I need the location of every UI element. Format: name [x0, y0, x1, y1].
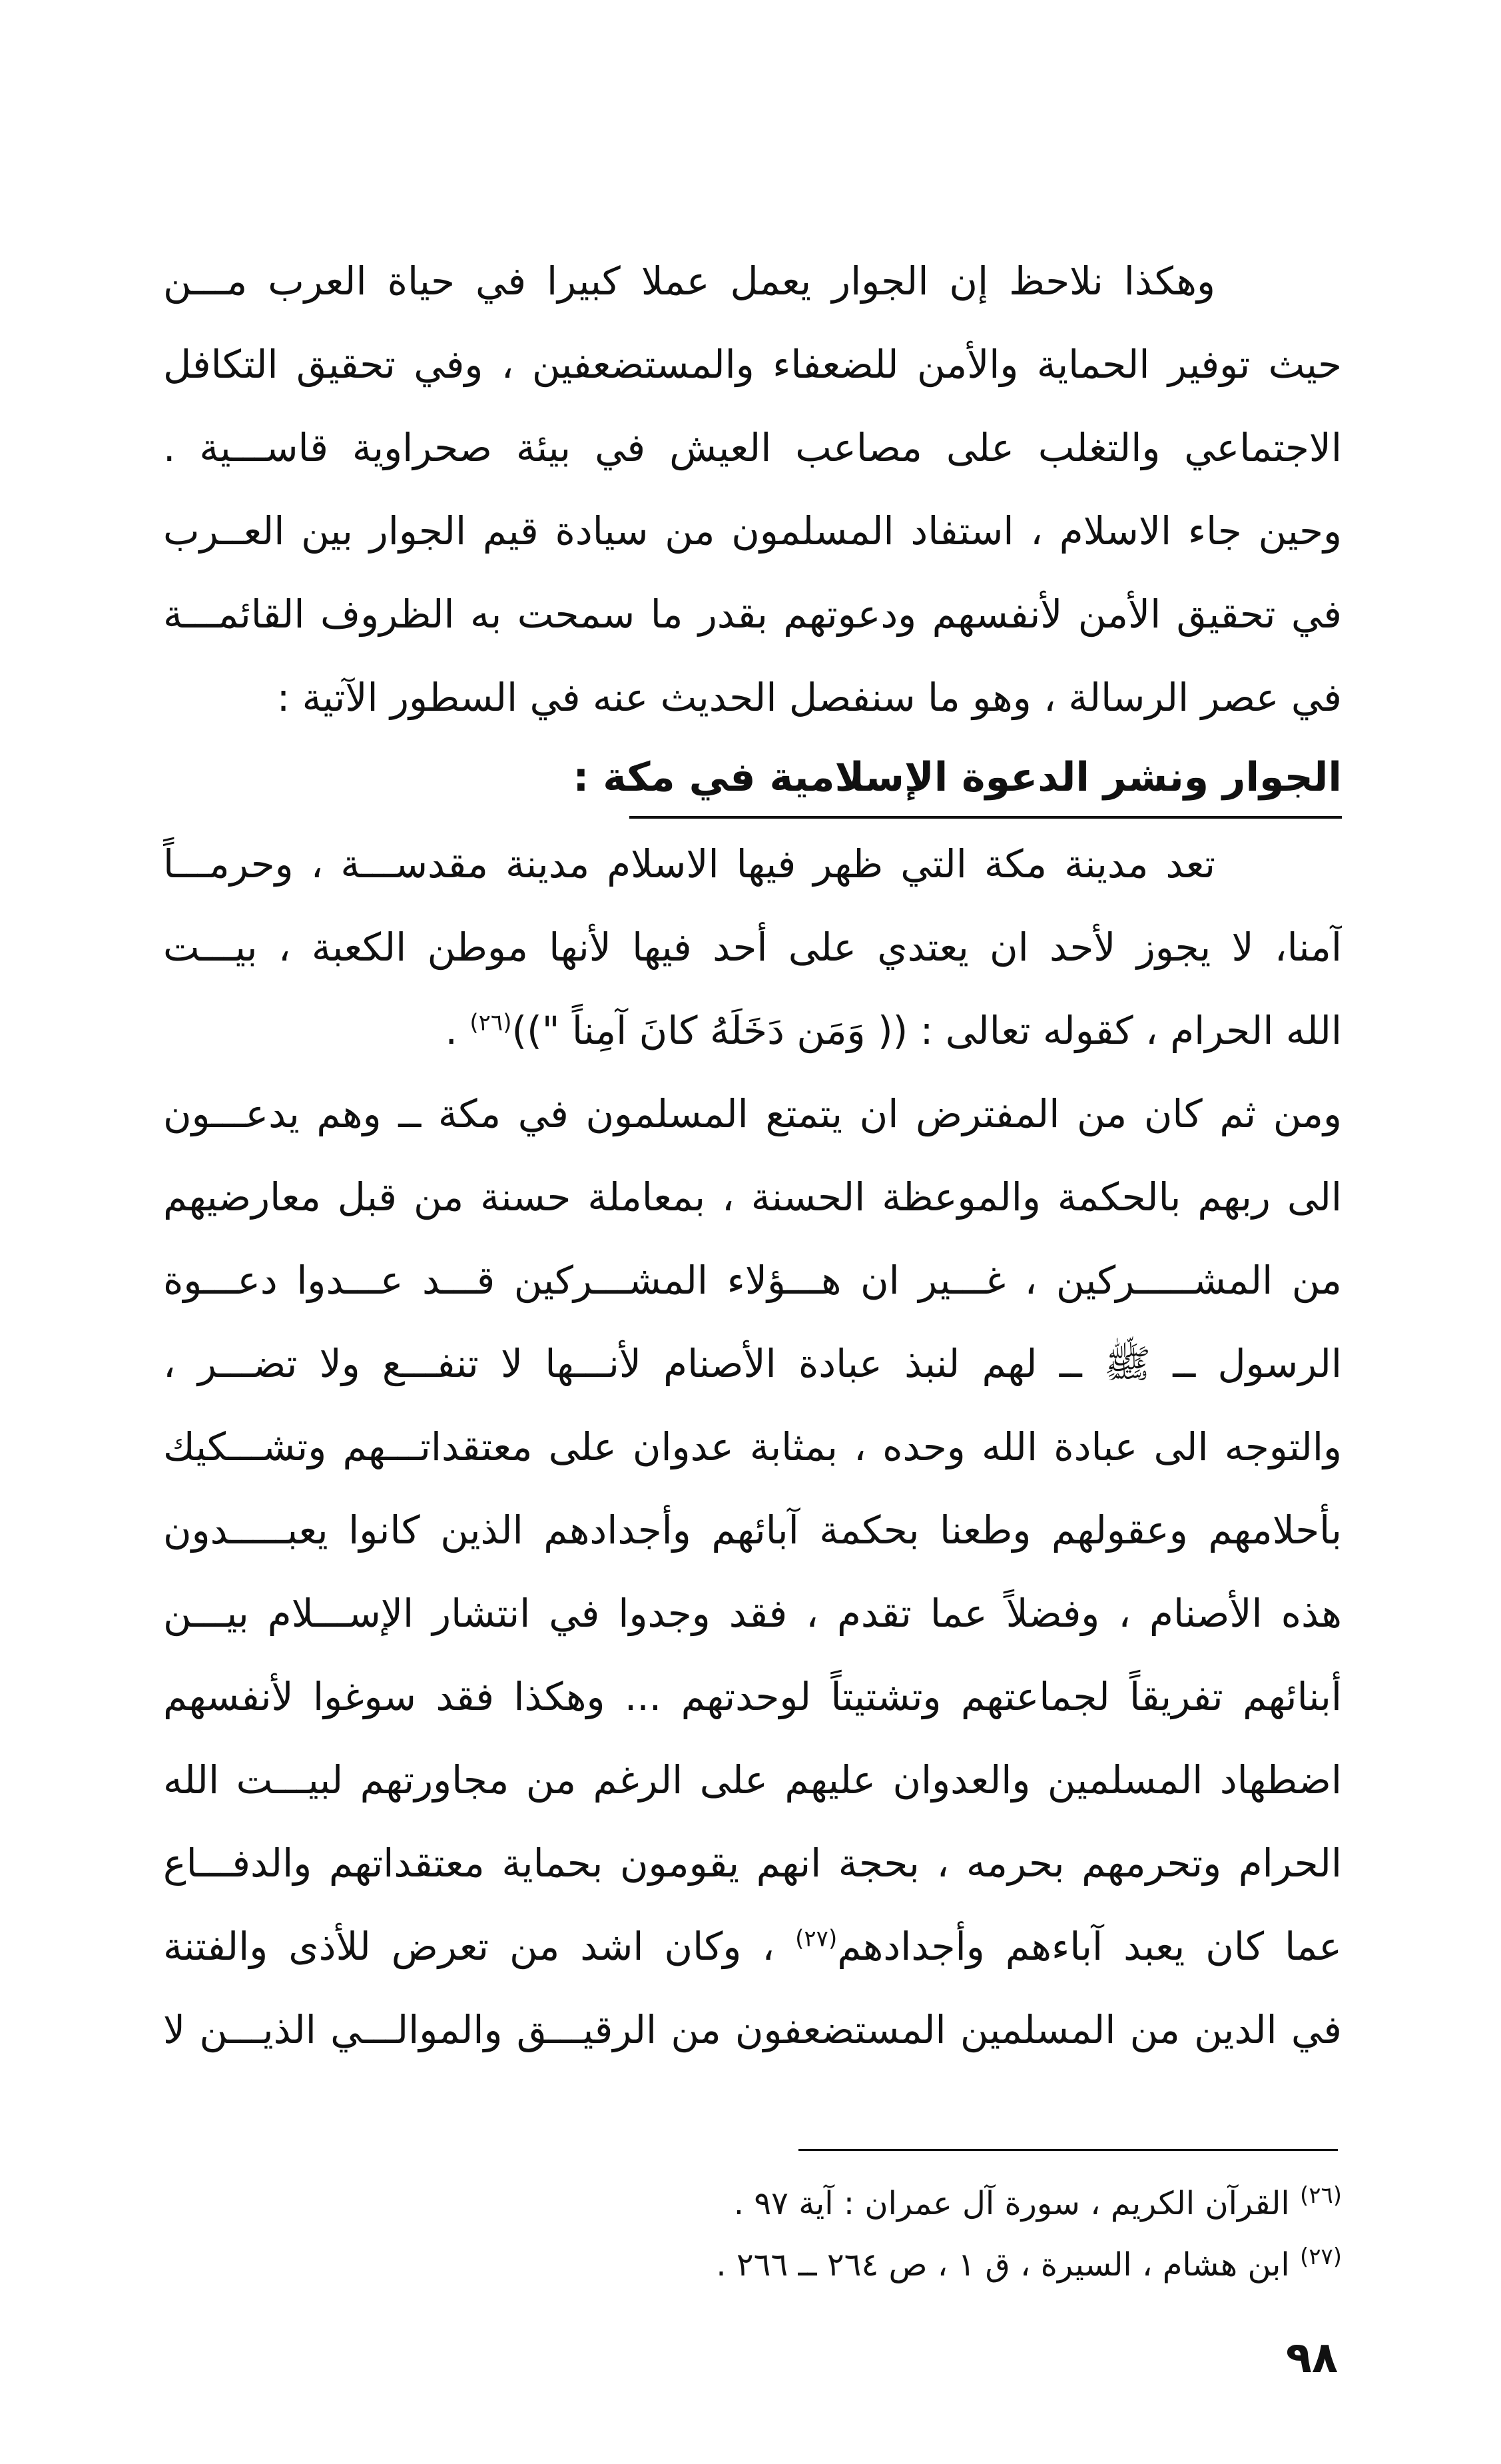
text-line: من المشـــــركين ، غـــير ان هـــؤلاء المشـــركين قـــد عـــدوا دعـــوة — [163, 1258, 1342, 1303]
text-line: الحرام وتحرمهم بحرمه ، بحجة انهم يقومون بحماية معتقداتهم والدفـــاع — [163, 1841, 1342, 1886]
text-line: ومن ثم كان من المفترض ان يتمتع المسلمون في مكة ــ وهم يدعـــون — [163, 1091, 1342, 1136]
quran-citation-line — [163, 989, 1342, 1072]
footnote-item — [163, 2173, 1342, 2234]
text-line: الرسول ــ ﷺ ــ لهم لنبذ عبادة الأصنام لأنـــها لا تنفـــع ولا تضـــر ، — [163, 1341, 1342, 1386]
note27-after: ، وكان اشد من تعرض للأذى والفتنة — [163, 1924, 796, 1969]
text-line: الى ربهم بالحكمة والموعظة الحسنة ، بمعاملة حسنة من قبل معارضيهم — [163, 1174, 1342, 1220]
text-line: الاجتماعي والتغلب على مصاعب العيش في بيئة صحراوية قاســـية . — [163, 425, 1342, 470]
page-number: ٩٨ — [1285, 2333, 1338, 2383]
text-line-with-footnote — [163, 1905, 1342, 1988]
text-line: وحين جاء الاسلام ، استفاد المسلمون من سيادة قيم الجوار بين العــرب — [163, 508, 1342, 554]
quran-line-end: . — [445, 1008, 470, 1053]
text-line: أبنائهم تفريقاً لجماعتهم وتشتيتاً لوحدتهم ... وهكذا فقد سوغوا لأنفسهم — [163, 1674, 1342, 1719]
heading-underline — [629, 816, 1342, 819]
footnote-number: (٢٦) — [1299, 2182, 1342, 2209]
text-line: تعد مدينة مكة التي ظهر فيها الاسلام مدينة مقدســـة ، وحرمـــاً — [163, 841, 1215, 887]
text-line: آمنا، لا يجوز لأحد ان يعتدي على أحد فيها لأنها موطن الكعبة ، بيـــت — [163, 925, 1342, 970]
text-line: وهكذا نلاحظ إن الجوار يعمل عملا كبيرا في حياة العرب مـــن — [163, 258, 1215, 304]
footnote-number: (٢٧) — [1299, 2244, 1342, 2270]
footnote-marker-26: (٢٦) — [469, 1009, 512, 1036]
text-line: هذه الأصنام ، وفضلاً عما تقدم ، فقد وجدوا في انتشار الإســـلام بيـــن — [163, 1591, 1342, 1636]
quran-verse-text: الله الحرام ، كقوله تعالى : (( وَمَن دَخَلَهُ كانَ آمِناً ")) — [511, 1008, 1342, 1053]
section-heading — [163, 739, 1342, 823]
footnote-separator — [798, 2149, 1338, 2151]
text-line: في عصر الرسالة ، وهو ما سنفصل الحديث عنه في السطور الآتية : — [276, 675, 1342, 720]
footnote-marker-27: (٢٧) — [795, 1925, 838, 1952]
footnotes — [163, 2173, 1342, 2295]
text-line: في الدين من المسلمين المستضعفون من الرقيـــق والموالـــي الذيـــن لا — [163, 2007, 1342, 2052]
footnote-text: القرآن الكريم ، سورة آل عمران : آية ٩٧ . — [733, 2185, 1300, 2222]
footnote-text: ابن هشام ، السيرة ، ق ١ ، ص ٢٦٤ ــ ٢٦٦ . — [716, 2246, 1300, 2283]
text-line: حيث توفير الحماية والأمن للضعفاء والمستضعفين ، وفي تحقيق التكافل — [163, 342, 1342, 387]
main-text — [163, 240, 1342, 2072]
section-heading-text: الجوار ونشر الدعوة الإسلامية في مكة : — [573, 754, 1342, 801]
note27-before: عما كان يعبد آباءهم وأجدادهم — [837, 1924, 1342, 1969]
text-line: في تحقيق الأمن لأنفسهم ودعوتهم بقدر ما سمحت به الظروف القائمـــة — [163, 592, 1342, 637]
text-line: والتوجه الى عبادة الله وحده ، بمثابة عدوان على معتقداتـــهم وتشـــكيك — [163, 1424, 1342, 1469]
footnote-item — [163, 2234, 1342, 2295]
text-line: بأحلامهم وعقولهم وطعنا بحكمة آبائهم وأجدادهم الذين كانوا يعبـــــدون — [163, 1507, 1342, 1553]
text-line: اضطهاد المسلمين والعدوان عليهم على الرغم من مجاورتهم لبيـــت الله — [163, 1757, 1342, 1803]
